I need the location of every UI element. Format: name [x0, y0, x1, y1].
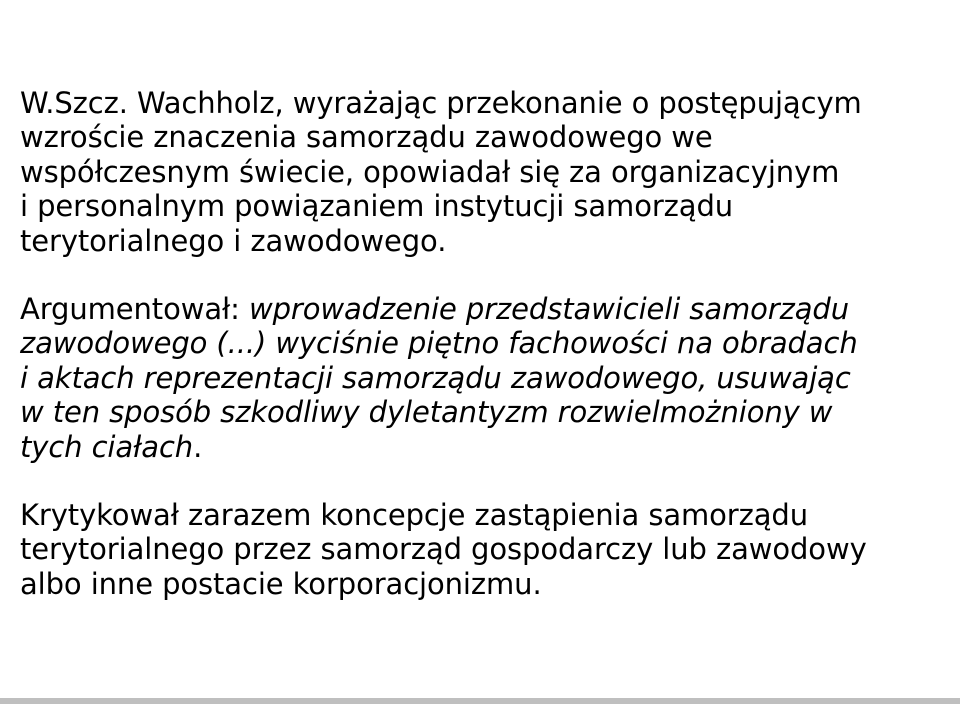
- paragraph-criticism: [20, 498, 950, 601]
- argument-lead: Argumentował:: [20, 292, 249, 327]
- text-line: terytorialnego przez samorząd gospodarczy lub zawodowy: [20, 532, 867, 567]
- quote-line: w ten sposób szkodliwy dyletantyzm rozwielmożniony w: [20, 395, 833, 430]
- bottom-border-bar: [0, 698, 960, 704]
- text-line: i personalnym powiązaniem instytucji samorządu: [20, 189, 734, 224]
- slide-text-body: [20, 86, 950, 601]
- text-line: Krytykował zarazem koncepcje zastąpienia samorządu: [20, 498, 808, 533]
- text-line: [20, 430, 950, 464]
- paragraph-wachholz-statement: [20, 86, 950, 258]
- text-line: [20, 292, 950, 326]
- text-line: albo inne postacie korporacjonizmu.: [20, 566, 542, 601]
- paragraph-argument-quote: [20, 292, 950, 464]
- paragraph-spacer: [20, 464, 950, 498]
- text-line: terytorialnego i zawodowego.: [20, 223, 447, 258]
- quote-text: wprowadzenie przedstawicieli samorządu: [248, 292, 849, 327]
- text-line: W.Szcz. Wachholz, wyrażając przekonanie o postępującym: [20, 86, 862, 120]
- quote-text: tych ciałach: [20, 429, 194, 464]
- paragraph-spacer: [20, 258, 950, 292]
- quote-line: zawodowego (...) wyciśnie piętno fachowości na obradach: [20, 326, 858, 361]
- quote-tail: .: [193, 429, 203, 464]
- quote-line: i aktach reprezentacji samorządu zawodowego, usuwając: [20, 360, 851, 395]
- text-line: współczesnym świecie, opowiadał się za organizacyjnym: [20, 154, 840, 189]
- text-line: wzroście znaczenia samorządu zawodowego we: [20, 120, 713, 155]
